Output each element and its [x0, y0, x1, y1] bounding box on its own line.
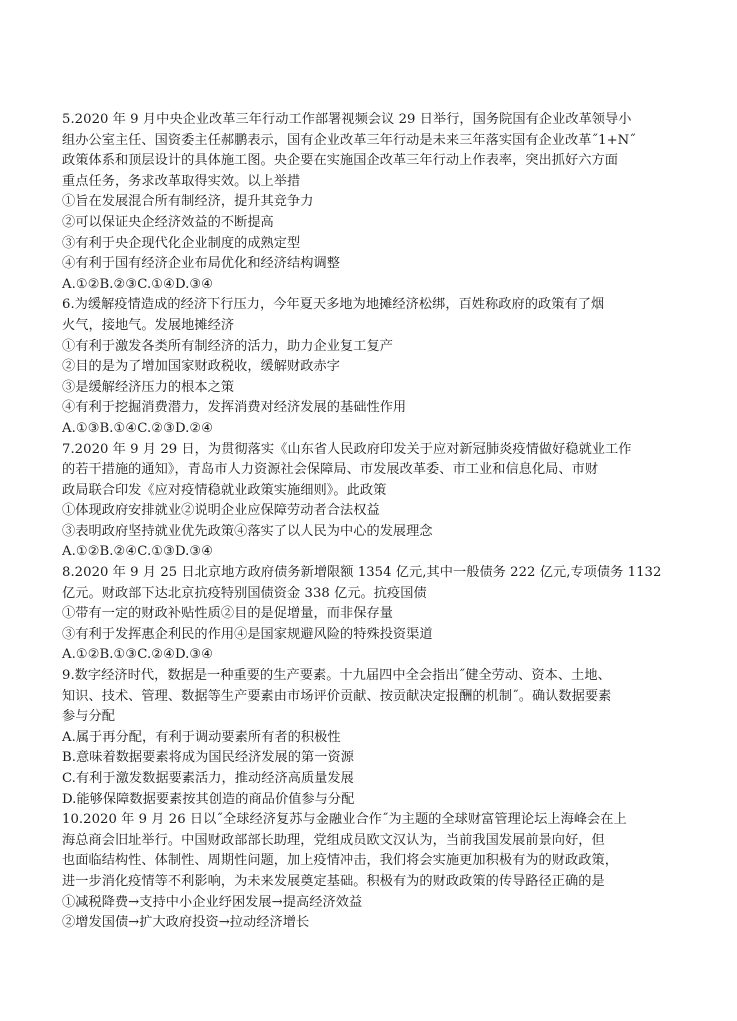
text-line: 重点任务，务求改革取得实效。以上举措: [62, 173, 301, 189]
text-line: ③表明政府坚持就业优先政策④落实了以人民为中心的发展理念: [62, 523, 433, 539]
text-line: 的若干措施的通知》，青岛市人力资源社会保障局、市发展改革委、市工业和信息化局、市财: [62, 462, 599, 478]
text-line: ③有利于央企现代化企业制度的成熟定型: [62, 235, 301, 251]
text-line: ①体现政府安排就业②说明企业应保障劳动者合法权益: [62, 503, 380, 519]
text-line: C.有利于激发数据要素活力，推动经济高质量发展: [62, 771, 354, 786]
text-line: 5.2020 年 9 月中央企业改革三年行动工作部署视频会议 29 日举行，国务院国有企业改革领导小: [62, 112, 632, 127]
text-line: 7.2020 年 9 月 29 日，为贯彻落实《山东省人民政府印发关于应对新冠肺炎疫情做好稳就业工作: [62, 441, 632, 457]
text-line: 海总商会旧址举行。中国财政部部长助理，党组成员欧文汉认为，当前我国发展前景向好，但: [62, 832, 605, 848]
text-line: ④有利于挖掘消费潜力，发挥消费对经济发展的基础性作用: [62, 400, 407, 416]
text-line: ④有利于国有经济企业布局优化和经济结构调整: [62, 256, 340, 272]
text-line: 进一步消化疫情等不利影响，为未来发展奠定基础。积极有为的财政政策的传导路径正确的是: [62, 873, 605, 889]
text-line: 亿元。财政部下达北京抗疫特别国债资金 338 亿元。抗疫国债: [62, 585, 427, 601]
text-line: ①旨在发展混合所有制经济，提升其竞争力: [62, 194, 314, 210]
text-line: ②增发国债→扩大政府投资→拉动经济增长: [62, 915, 310, 931]
text-line: 组办公室主任、国资委主任郝鹏表示，国有企业改革三年行动是未来三年落实国有企业改革˝1+N˝: [62, 132, 636, 148]
text-line: ①减税降费→支持中小企业纾困发展→提高经济效益: [62, 894, 363, 910]
answer-options: A.①②B.②④C.①③D.③④: [62, 544, 214, 560]
text-line: A.属于再分配，有利于调动要素所有者的积极性: [62, 729, 341, 745]
text-line: B.意味着数据要素将成为国民经济发展的第一资源: [62, 750, 354, 766]
text-line: ①带有一定的财政补贴性质②目的是促增量，而非保存量: [62, 606, 393, 622]
text-line: ②可以保证央企经济效益的不断提高: [62, 214, 274, 230]
answer-options: A.①②B.①③C.②④D.③④: [62, 647, 214, 663]
text-line: 知识、技术、管理、数据等生产要素由市场评价贡献、按贡献决定报酬的机制˝。确认数据要素: [62, 688, 612, 704]
answer-options: A.①②B.②③C.①④D.③④: [62, 276, 214, 292]
text-line: 9.数字经济时代，数据是一种重要的生产要素。十九届四中全会指出˝健全劳动、资本、土地、: [62, 668, 611, 684]
answer-options: A.①③B.①④C.②③D.②④: [62, 420, 214, 436]
text-line: 政策体系和顶层设计的具体施工图。央企要在实施国企改革三年行动上作表率，突出抓好六方面: [62, 153, 618, 169]
text-line: ①有利于激发各类所有制经济的活力，助力企业复工复产: [62, 338, 393, 354]
text-line: 参与分配: [62, 709, 115, 725]
text-line: 政局联合印发《应对疫情稳就业政策实施细则》。此政策: [62, 482, 387, 498]
text-line: 火气，接地气。发展地摊经济: [62, 317, 235, 333]
text-line: 8.2020 年 9 月 25 日北京地方政府债务新增限额 1354 亿元,其中一般债务 222 亿元,专项债务 1132: [62, 565, 662, 581]
text-line: 10.2020 年 9 月 26 日以˝全球经济复苏与金融业合作˝为主题的全球财富管理论坛上海峰会在上: [62, 812, 627, 828]
text-line: ③是缓解经济压力的根本之策: [62, 379, 235, 395]
text-line: ③有利于发挥惠企利民的作用④是国家规避风险的特殊投资渠道: [62, 626, 433, 642]
text-line: 也面临结构性、体制性、周期性问题，加上疫情冲击，我们将会实施更加积极有为的财政政策，: [62, 853, 618, 869]
text-line: ②目的是为了增加国家财政税收，缓解财政赤字: [62, 359, 340, 375]
document-page: [62, 110, 678, 934]
text-line: D.能够保障数据要素按其创造的商品价值参与分配: [62, 791, 355, 807]
text-line: 6.为缓解疫情造成的经济下行压力，今年夏天多地为地摊经济松绑，百姓称政府的政策有了烟: [62, 297, 605, 313]
